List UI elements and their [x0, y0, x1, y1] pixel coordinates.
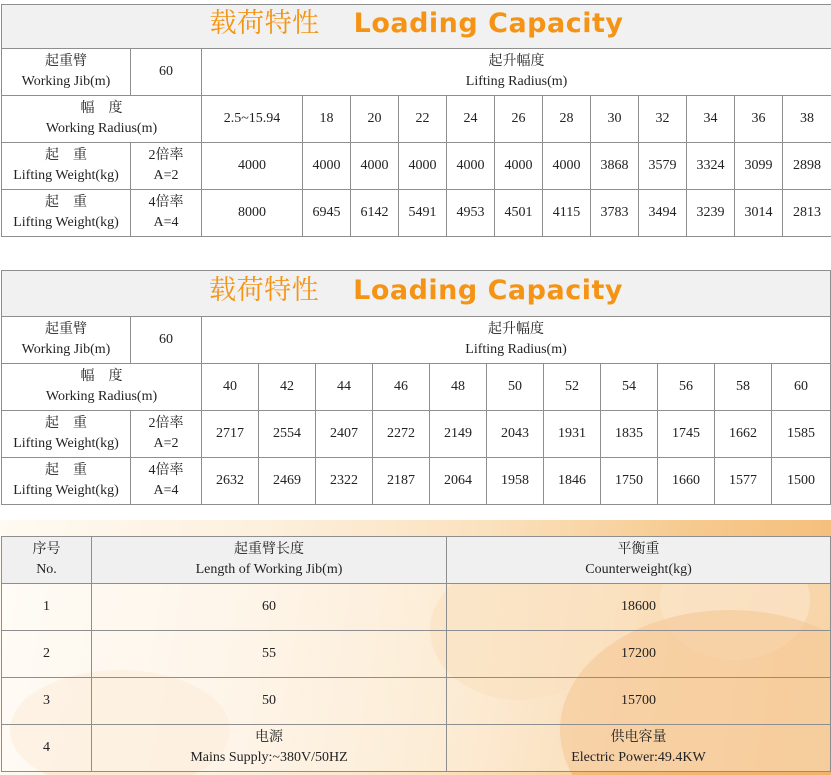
radius-cell: 38: [783, 96, 831, 143]
radius-cell: 2.5~15.94: [202, 96, 303, 143]
radius-cell: 48: [430, 364, 487, 411]
jib-counterweight-table: [1, 536, 831, 772]
radius-cell: 44: [316, 364, 373, 411]
working-radius-label: 幅 度 Working Radius(m): [2, 364, 202, 411]
weight-a2-cell: 2898: [783, 143, 831, 190]
radius-cell: 26: [495, 96, 543, 143]
lifting-weight-a2-row: [2, 143, 831, 190]
weight-a4-cell: 2813: [783, 190, 831, 237]
row-counterweight: 18600: [447, 584, 831, 631]
row-jib-length: 55: [92, 631, 447, 678]
table-title-row: [2, 5, 831, 49]
lifting-weight-a2-row: [2, 411, 831, 458]
jib-value: 60: [131, 49, 202, 96]
rate-a2-label: 2倍率 A=2: [131, 411, 202, 458]
weight-a4-cell: 4501: [495, 190, 543, 237]
weight-a2-cell: 2149: [430, 411, 487, 458]
weight-a2-cell: 1585: [772, 411, 831, 458]
electric-power: 供电容量 Electric Power:49.4KW: [447, 725, 831, 772]
radius-cell: 30: [591, 96, 639, 143]
weight-a2-cell: 2407: [316, 411, 373, 458]
row-no: 4: [2, 725, 92, 772]
weight-a4-cell: 2322: [316, 458, 373, 505]
row-no: 3: [2, 678, 92, 725]
weight-a4-cell: 4115: [543, 190, 591, 237]
weight-a4-cell: 3783: [591, 190, 639, 237]
weight-a4-cell: 3239: [687, 190, 735, 237]
row-jib-length: 60: [92, 584, 447, 631]
radius-cell: 20: [351, 96, 399, 143]
working-radius-row: [2, 364, 831, 411]
weight-a2-cell: 2272: [373, 411, 430, 458]
weight-a4-cell: 2187: [373, 458, 430, 505]
weight-a2-cell: 4000: [303, 143, 351, 190]
table-row: [2, 631, 831, 678]
mains-supply: 电源 Mains Supply:~380V/50HZ: [92, 725, 447, 772]
loading-capacity-table-1: [1, 4, 831, 237]
weight-a4-cell: 5491: [399, 190, 447, 237]
radius-cell: 50: [487, 364, 544, 411]
weight-a2-cell: 3099: [735, 143, 783, 190]
weight-a4-cell: 3494: [639, 190, 687, 237]
jib-row: [2, 49, 831, 96]
weight-a2-cell: 1835: [601, 411, 658, 458]
table-title: 载荷特性 Loading Capacity: [209, 8, 624, 39]
radius-cell: 58: [715, 364, 772, 411]
radius-cell: 24: [447, 96, 495, 143]
weight-a4-cell: 1577: [715, 458, 772, 505]
weight-a4-cell: 6945: [303, 190, 351, 237]
lifting-weight-a4-row: [2, 458, 831, 505]
radius-cell: 40: [202, 364, 259, 411]
jib-row: [2, 317, 831, 364]
radius-cell: 32: [639, 96, 687, 143]
jib-label: 起重臂 Working Jib(m): [2, 49, 131, 96]
lifting-weight-label: 起 重 Lifting Weight(kg): [2, 143, 131, 190]
jib-label: 起重臂 Working Jib(m): [2, 317, 131, 364]
table-row-power: [2, 725, 831, 772]
row-jib-length: 50: [92, 678, 447, 725]
row-no: 2: [2, 631, 92, 678]
table-header-row: [2, 537, 831, 584]
jib-value: 60: [131, 317, 202, 364]
radius-cell: 56: [658, 364, 715, 411]
weight-a2-cell: 2717: [202, 411, 259, 458]
radius-cell: 22: [399, 96, 447, 143]
working-radius-row: [2, 96, 831, 143]
weight-a4-cell: 6142: [351, 190, 399, 237]
weight-a2-cell: 3868: [591, 143, 639, 190]
weight-a2-cell: 4000: [495, 143, 543, 190]
weight-a4-cell: 1750: [601, 458, 658, 505]
weight-a2-cell: 2043: [487, 411, 544, 458]
weight-a2-cell: 2554: [259, 411, 316, 458]
row-counterweight: 17200: [447, 631, 831, 678]
rate-a4-label: 4倍率 A=4: [131, 458, 202, 505]
row-counterweight: 15700: [447, 678, 831, 725]
radius-cell: 60: [772, 364, 831, 411]
radius-cell: 18: [303, 96, 351, 143]
weight-a4-cell: 1958: [487, 458, 544, 505]
table-row: [2, 678, 831, 725]
weight-a4-cell: 2064: [430, 458, 487, 505]
weight-a4-cell: 3014: [735, 190, 783, 237]
loading-capacity-table-2: [1, 270, 831, 505]
weight-a2-cell: 1662: [715, 411, 772, 458]
table-title-row: [2, 271, 831, 317]
weight-a4-cell: 2632: [202, 458, 259, 505]
header-no: 序号 No.: [2, 537, 92, 584]
weight-a2-cell: 4000: [202, 143, 303, 190]
lifting-weight-label: 起 重 Lifting Weight(kg): [2, 411, 131, 458]
weight-a2-cell: 3324: [687, 143, 735, 190]
lifting-radius-header: 起升幅度 Lifting Radius(m): [202, 317, 831, 364]
radius-cell: 52: [544, 364, 601, 411]
rate-a4-label: 4倍率 A=4: [131, 190, 202, 237]
header-jib-length: 起重臂长度 Length of Working Jib(m): [92, 537, 447, 584]
weight-a4-cell: 8000: [202, 190, 303, 237]
weight-a2-cell: 3579: [639, 143, 687, 190]
lifting-radius-header: 起升幅度 Lifting Radius(m): [202, 49, 831, 96]
weight-a2-cell: 1931: [544, 411, 601, 458]
table-row: [2, 584, 831, 631]
working-radius-label: 幅 度 Working Radius(m): [2, 96, 202, 143]
weight-a2-cell: 4000: [543, 143, 591, 190]
radius-cell: 28: [543, 96, 591, 143]
weight-a2-cell: 4000: [447, 143, 495, 190]
table-title: 载荷特性 Loading Capacity: [209, 275, 623, 306]
radius-cell: 46: [373, 364, 430, 411]
lifting-weight-a4-row: [2, 190, 831, 237]
header-counterweight: 平衡重 Counterweight(kg): [447, 537, 831, 584]
rate-a2-label: 2倍率 A=2: [131, 143, 202, 190]
weight-a4-cell: 1500: [772, 458, 831, 505]
weight-a4-cell: 4953: [447, 190, 495, 237]
weight-a4-cell: 1660: [658, 458, 715, 505]
weight-a2-cell: 4000: [351, 143, 399, 190]
lifting-weight-label: 起 重 Lifting Weight(kg): [2, 458, 131, 505]
radius-cell: 42: [259, 364, 316, 411]
weight-a2-cell: 1745: [658, 411, 715, 458]
radius-cell: 54: [601, 364, 658, 411]
radius-cell: 36: [735, 96, 783, 143]
row-no: 1: [2, 584, 92, 631]
radius-cell: 34: [687, 96, 735, 143]
weight-a4-cell: 1846: [544, 458, 601, 505]
lifting-weight-label: 起 重 Lifting Weight(kg): [2, 190, 131, 237]
weight-a2-cell: 4000: [399, 143, 447, 190]
weight-a4-cell: 2469: [259, 458, 316, 505]
